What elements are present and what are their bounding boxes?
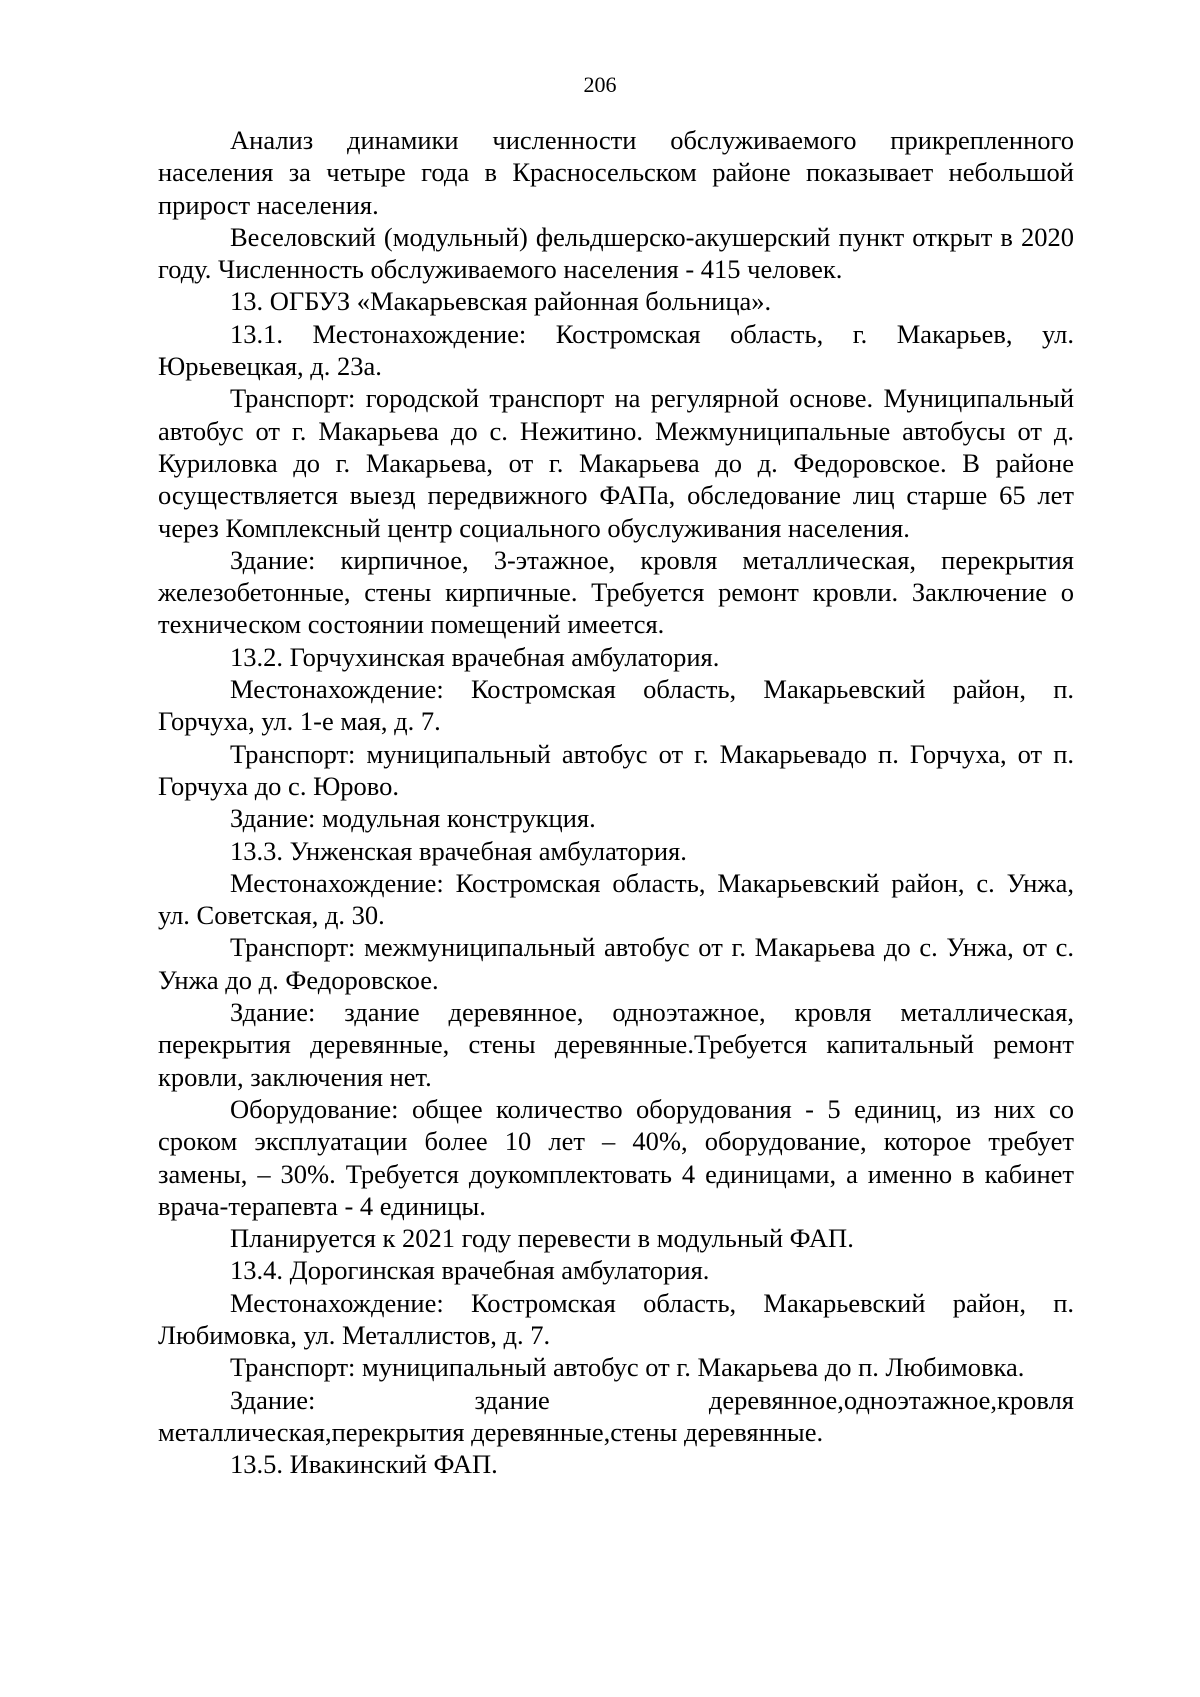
paragraph-13-4-building: Здание: здание деревянное,одноэтажное,кровля металлическая,перекрытия деревянные,стены деревянные. [158, 1384, 1074, 1447]
paragraph-13-1-transport: Транспорт: городской транспорт на регулярной основе. Муниципальный автобус от г. Макарьева до с. Нежитино. Межмуниципальные автобусы от д. Куриловка до г. Макарьева, от г. Макарьева до д. Федоровское. В районе осуществляется выезд передвижного ФАПа, обследование лиц старше 65 лет через Комплексный центр социального обуслуживания населения. [158, 383, 1074, 543]
section-heading-13-5: 13.5. Ивакинский ФАП. [230, 1449, 498, 1480]
section-heading-13-4: 13.4. Дорогинская врачебная амбулатория. [230, 1255, 710, 1286]
paragraph-13-3-building: Здание: здание деревянное, одноэтажное, кровля металлическая, перекрытия деревянные, стены деревянные.Требуется капитальный ремонт кровли, заключения нет. [158, 997, 1074, 1092]
paragraph-13-3-plan: Планируется к 2021 году перевести в модульный ФАП. [230, 1223, 854, 1254]
paragraph-13-2-location: Местонахождение: Костромская область, Макарьевский район, п. Горчуха, ул. 1-е мая, д. 7. [158, 674, 1074, 737]
paragraph-13-2-building: Здание: модульная конструкция. [230, 803, 596, 834]
paragraph-13-3-equipment: Оборудование: общее количество оборудования - 5 единиц, из них со сроком эксплуатации более 10 лет – 40%, оборудование, которое требует замены, – 30%. Требуется доукомплектовать 4 единицами, а именно в кабинет врача-терапевта - 4 единицы. [158, 1093, 1074, 1221]
section-heading-13: 13. ОГБУЗ «Макарьевская районная больница». [230, 286, 772, 317]
paragraph-13-1-location: 13.1. Местонахождение: Костромская область, г. Макарьев, ул. Юрьевецкая, д. 23а. [158, 318, 1074, 382]
paragraph-13-3-location: Местонахождение: Костромская область, Макарьевский район, с. Унжа, ул. Советская, д. 30. [158, 867, 1074, 931]
section-heading-13-3: 13.3. Унженская врачебная амбулатория. [230, 835, 687, 866]
paragraph-13-1-building: Здание: кирпичное, 3-этажное, кровля металлическая, перекрытия железобетонные, стены кирпичные. Требуется ремонт кровли. Заключение о техническом состоянии помещений имеется. [158, 544, 1074, 640]
paragraph-13-2-transport: Транспорт: муниципальный автобус от г. Макарьевадо п. Горчуха, от п. Горчуха до с. Юрово. [158, 738, 1074, 801]
paragraph-13-4-transport: Транспорт: муниципальный автобус от г. Макарьева до п. Любимовка. [230, 1352, 1025, 1383]
section-heading-13-2: 13.2. Горчухинская врачебная амбулатория. [230, 641, 720, 672]
body-text [158, 124, 1074, 1480]
paragraph-veselovsky-fap: Веселовский (модульный) фельдшерско-акушерский пункт открыт в 2020 году. Численность обслуживаемого населения - 415 человек. [158, 221, 1074, 285]
paragraph-13-3-transport: Транспорт: межмуниципальный автобус от г. Макарьева до с. Унжа, от с. Унжа до д. Федоровское. [158, 932, 1074, 995]
paragraph-population-dynamics: Анализ динамики численности обслуживаемого прикрепленного населения за четыре года в Красносельском районе показывает небольшой прирост населения. [158, 125, 1074, 220]
paragraph-13-4-location: Местонахождение: Костромская область, Макарьевский район, п. Любимовка, ул. Металлистов, д. 7. [158, 1287, 1074, 1350]
page-number: 206 [583, 72, 617, 97]
